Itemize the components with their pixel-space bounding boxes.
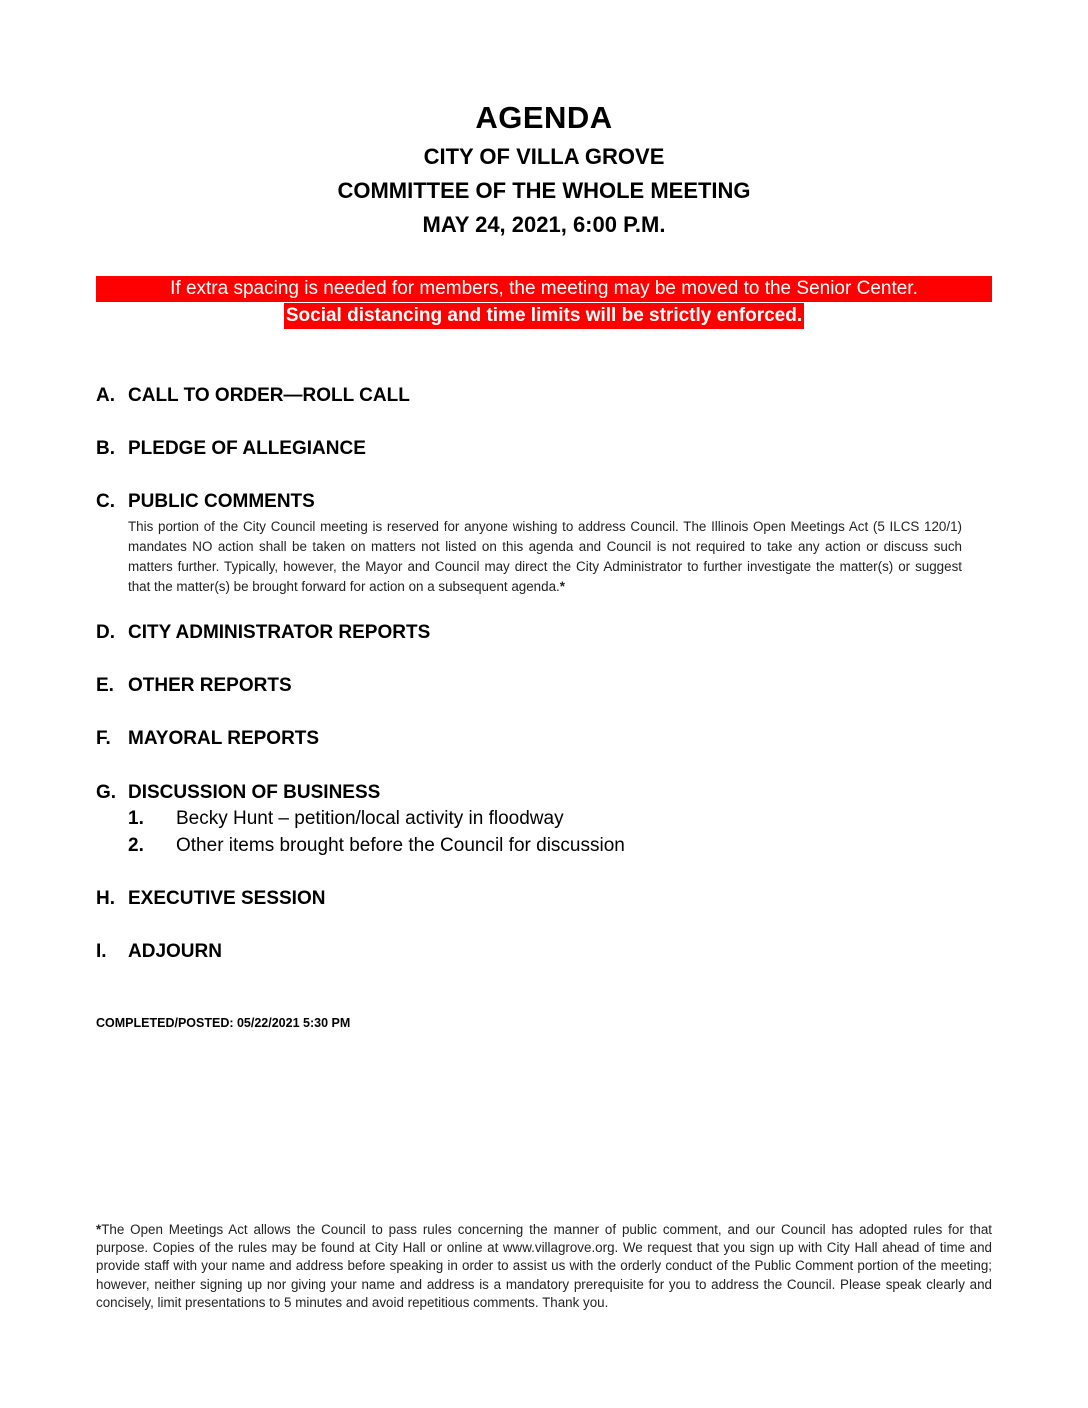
notice-banner-line2: Social distancing and time limits will be strictly enforced. xyxy=(284,303,804,329)
agenda-item-e xyxy=(96,674,996,698)
agenda-item-letter: E. xyxy=(96,675,114,696)
agenda-item-letter: B. xyxy=(96,438,115,459)
business-item-text: Becky Hunt – petition/local activity in floodway xyxy=(176,808,564,829)
agenda-item-letter: G. xyxy=(96,782,117,803)
business-item-2 xyxy=(128,834,828,858)
agenda-item-letter: D. xyxy=(96,622,115,643)
notice-banner-line2-wrap xyxy=(0,303,1088,329)
agenda-item-letter: F. xyxy=(96,728,111,749)
meeting-date: MAY 24, 2021, 6:00 P.M. xyxy=(422,212,666,237)
agenda-item-letter: H. xyxy=(96,888,115,909)
agenda-item-label: DISCUSSION OF BUSINESS xyxy=(128,782,381,803)
agenda-item-label: ADJOURN xyxy=(128,941,222,962)
posted-timestamp: COMPLETED/POSTED: 05/22/2021 5:30 PM xyxy=(96,1016,351,1030)
agenda-item-i xyxy=(96,940,996,964)
business-item-number: 1. xyxy=(128,808,144,829)
document-title: AGENDA xyxy=(475,100,613,135)
agenda-item-b xyxy=(96,437,996,461)
agenda-item-letter: A. xyxy=(96,385,115,406)
business-item-number: 2. xyxy=(128,835,144,856)
agenda-item-label: CITY ADMINISTRATOR REPORTS xyxy=(128,622,431,643)
agenda-item-label: CALL TO ORDER—ROLL CALL xyxy=(128,385,410,406)
asterisk-mark: * xyxy=(96,1222,102,1237)
agenda-item-label: PUBLIC COMMENTS xyxy=(128,491,315,512)
agenda-item-label: PLEDGE OF ALLEGIANCE xyxy=(128,438,366,459)
public-comments-text: This portion of the City Council meeting is reserved for anyone wishing to address Council. The Illinois Open Meetings Act (5 ILCS 120/1) mandates NO action shall be taken on matters not listed on this agenda and Council is not required to take any action or discuss such matters further. Typically, however, the Mayor and Council may direct the City Administrator to further investigate the matter(s) or suggest that the matter(s) be brought forward for action on a subsequent agenda. xyxy=(128,519,962,594)
notice-banner-line1: If extra spacing is needed for members, the meeting may be moved to the Senior Center. xyxy=(96,276,992,302)
agenda-item-letter: C. xyxy=(96,491,115,512)
city-name: CITY OF VILLA GROVE xyxy=(423,144,665,169)
agenda-item-c xyxy=(96,490,996,514)
agenda-item-d xyxy=(96,621,996,645)
agenda-item-letter: I. xyxy=(96,941,107,962)
agenda-item-label: EXECUTIVE SESSION xyxy=(128,888,326,909)
business-item-text: Other items brought before the Council for discussion xyxy=(176,835,625,856)
meeting-name: COMMITTEE OF THE WHOLE MEETING xyxy=(337,178,751,203)
business-item-1 xyxy=(128,807,828,831)
footnote-text: The Open Meetings Act allows the Council to pass rules concerning the manner of public comment, and our Council has adopted rules for that purpose. Copies of the rules may be found at City Hall or online at www.villagrove.org. We request that you sign up with City Hall ahead of time and provide staff with your name and address before speaking in order to assist us with the orderly conduct of the Public Comment portion of the meeting; however, neither signing up nor giving your name and address is a mandatory prerequisite for you to address the Council. Please speak clearly and concisely, limit presentations to 5 minutes and avoid repetitious comments. Thank you. xyxy=(96,1222,992,1310)
footnote xyxy=(96,1221,992,1312)
asterisk-mark: * xyxy=(559,579,565,594)
agenda-item-g xyxy=(96,781,996,805)
agenda-item-label: OTHER REPORTS xyxy=(128,675,292,696)
agenda-item-h xyxy=(96,887,996,911)
agenda-item-label: MAYORAL REPORTS xyxy=(128,728,320,749)
agenda-item-f xyxy=(96,727,996,751)
public-comments-description xyxy=(128,517,962,597)
agenda-item-a xyxy=(96,384,996,408)
